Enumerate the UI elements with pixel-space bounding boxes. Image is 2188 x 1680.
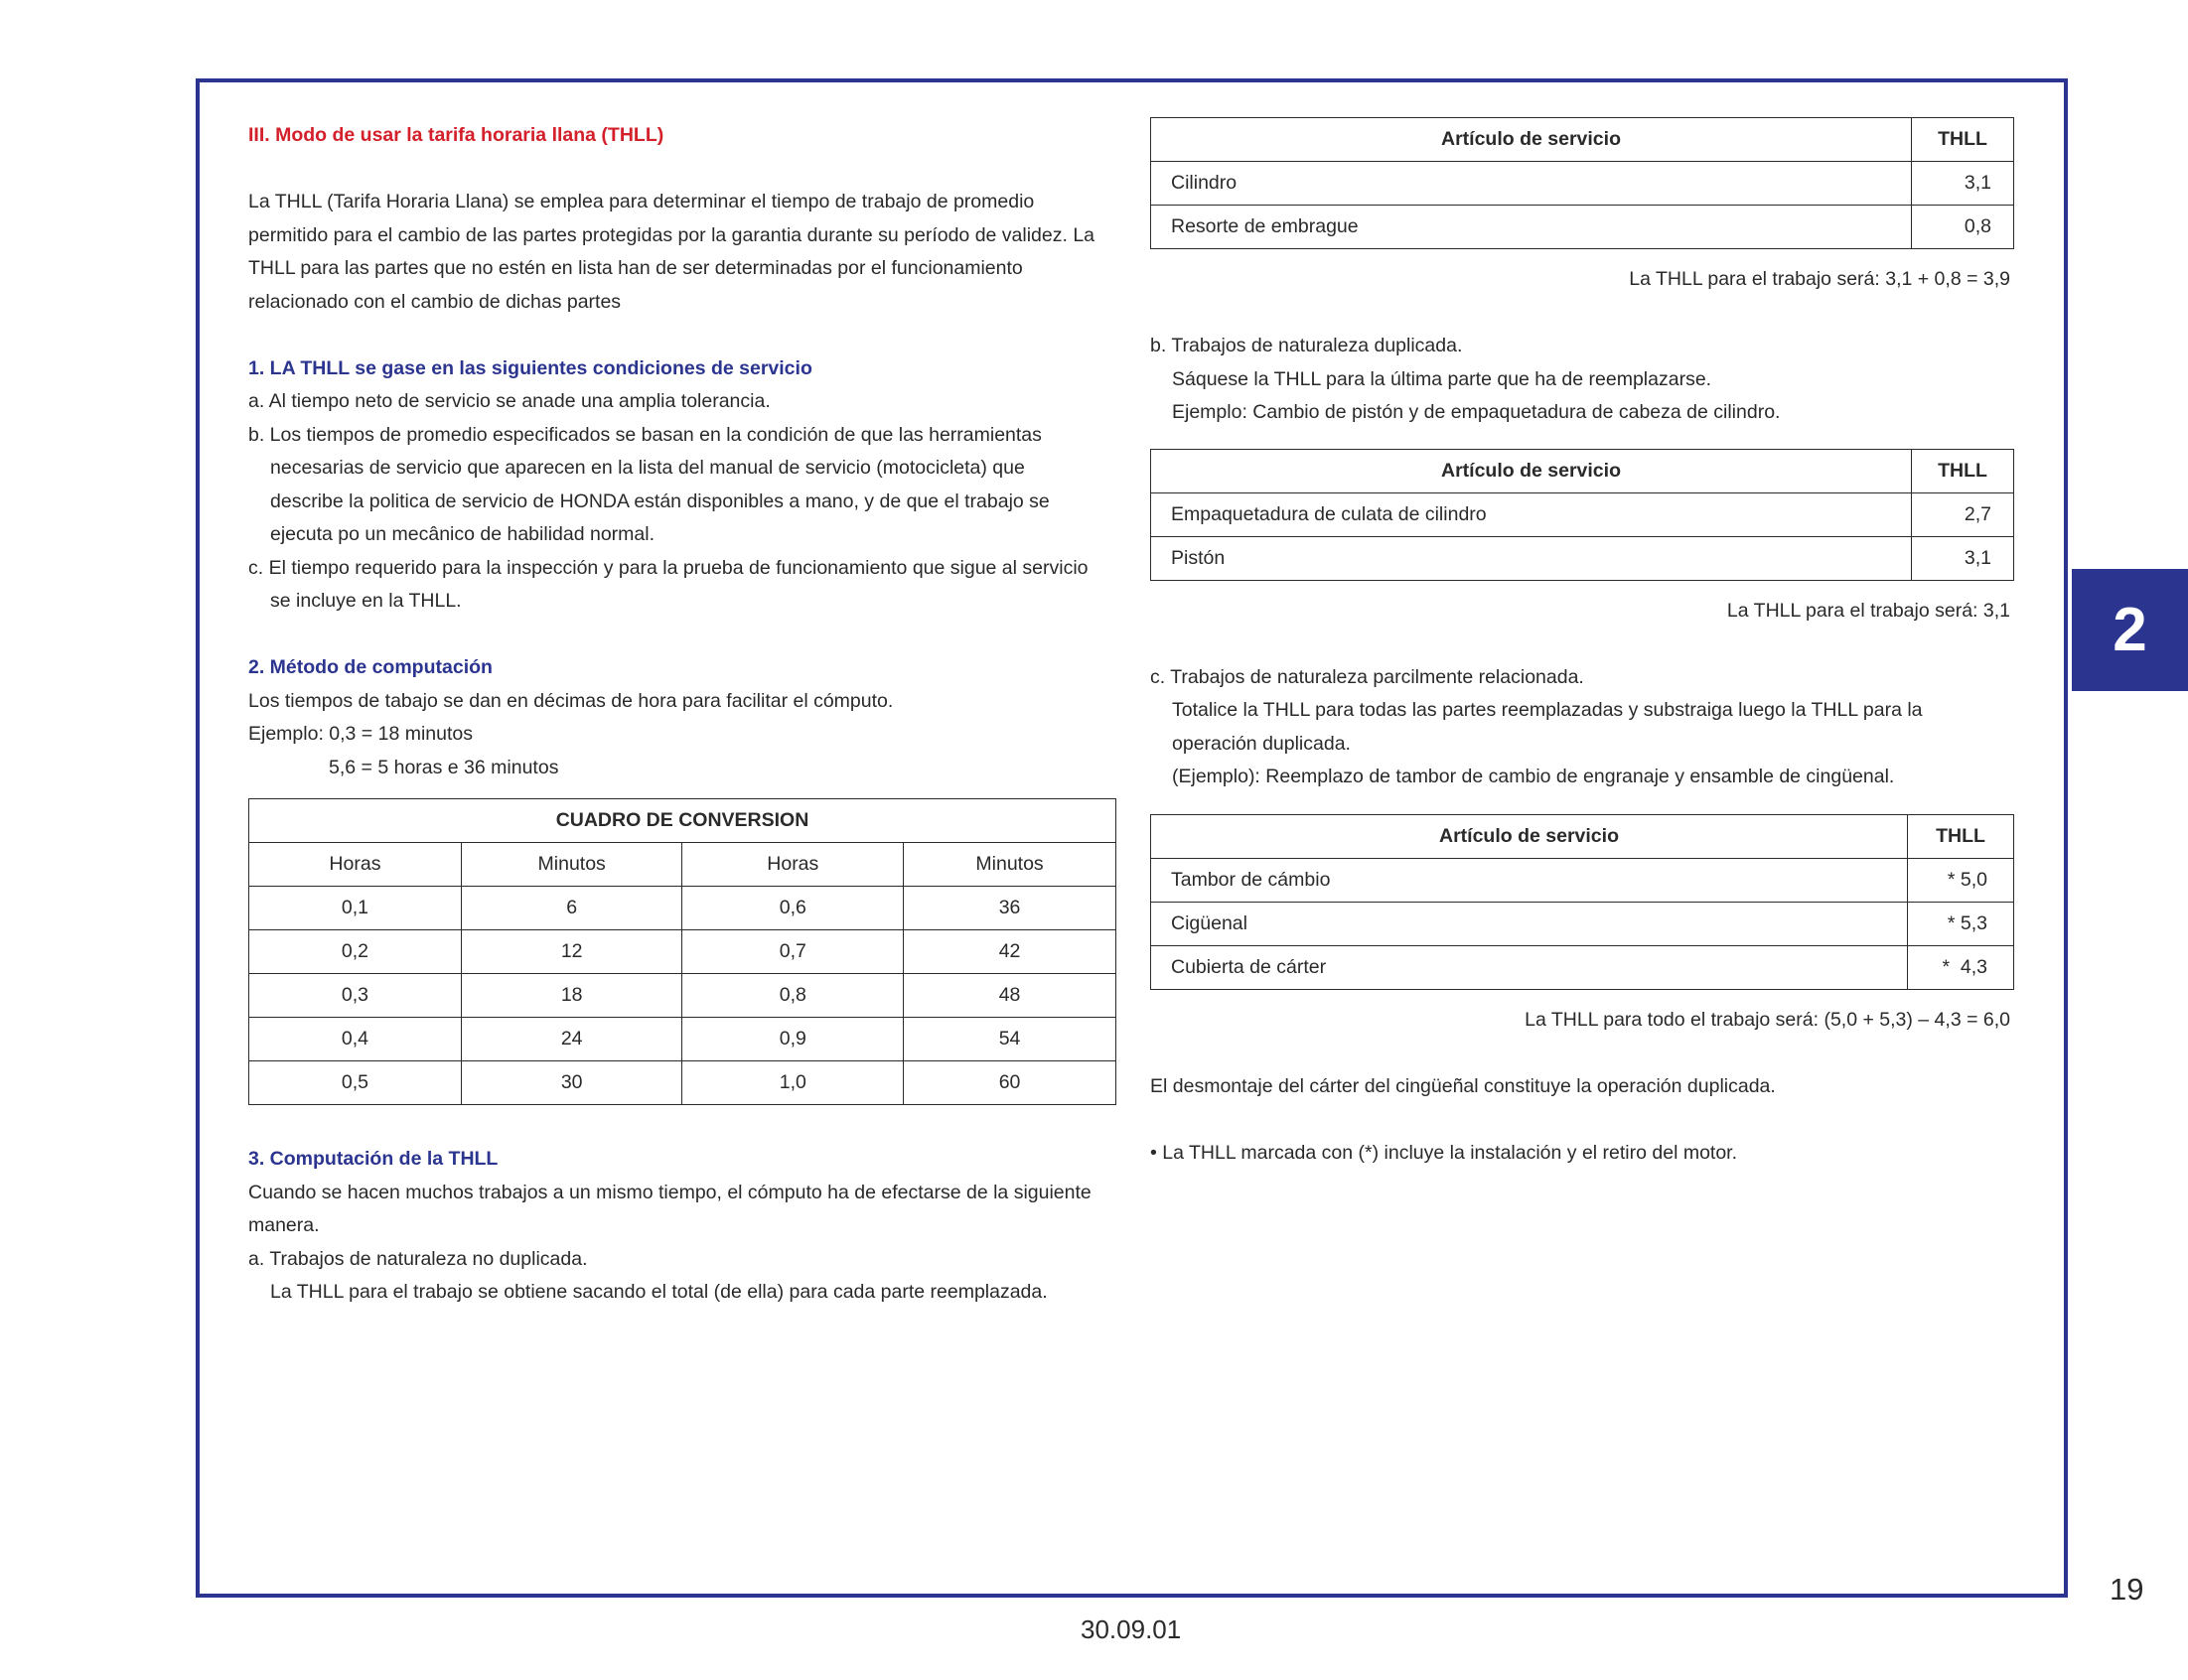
case-a-text: La THLL para el trabajo se obtiene sacando el total (de ella) para cada parte reemplazada. bbox=[270, 1281, 1048, 1303]
table-header-cell: Artículo de servicio bbox=[1151, 118, 1912, 162]
table-cell: 1,0 bbox=[682, 1061, 904, 1105]
case-b-line: Ejemplo: Cambio de pistón y de empaquetadura de cabeza de cilindro. bbox=[1172, 401, 1781, 423]
case-b-title: b. Trabajos de naturaleza duplicada. bbox=[1150, 335, 1463, 356]
table-cell: 18 bbox=[461, 974, 682, 1018]
subsection-1-title: 1. LA THLL se gase en las siguientes condiciones de servicio bbox=[248, 356, 812, 379]
intro-line: THLL para las partes que no estén en lista han de ser determinadas por el funcionamiento bbox=[248, 257, 1023, 279]
table-cell: 0,4 bbox=[249, 1018, 462, 1061]
example-line-2: 5,6 = 5 horas e 36 minutos bbox=[329, 756, 559, 778]
example-line-1: Ejemplo: 0,3 = 18 minutos bbox=[248, 723, 474, 745]
table-cell: 3,1 bbox=[1912, 536, 2014, 580]
case-c-title: c. Trabajos de naturaleza parcilmente relacionada. bbox=[1150, 665, 1584, 688]
total-line-1: La THLL para el trabajo será: 3,1 + 0,8 = 3,9 bbox=[1629, 268, 2010, 290]
subsection-2-title: 2. Método de computación bbox=[248, 656, 493, 678]
table-header-cell: Artículo de servicio bbox=[1151, 449, 1912, 492]
table-row bbox=[1151, 858, 2014, 902]
table-header-cell: THLL bbox=[1908, 814, 2014, 858]
condition-c-line: se incluye en la THLL. bbox=[270, 590, 462, 612]
table-row bbox=[1151, 945, 2014, 989]
computation-intro bbox=[248, 1177, 1118, 1243]
table-row bbox=[1151, 206, 2014, 249]
table-row bbox=[249, 974, 1116, 1018]
table-cell: 3,1 bbox=[1912, 162, 2014, 206]
table-header-cell: THLL bbox=[1912, 449, 2014, 492]
computation-intro-line: manera. bbox=[248, 1214, 320, 1236]
computation-text: Los tiempos de tabajo se dan en décimas de hora para facilitar el cómputo. bbox=[248, 689, 894, 712]
conversion-table bbox=[248, 798, 1116, 1105]
condition-b-line: describe la politica de servicio de HONDA están disponibles a mano, y de que el trabajo se bbox=[270, 490, 1050, 512]
table-cell: 42 bbox=[904, 930, 1116, 974]
table-cell: 48 bbox=[904, 974, 1116, 1018]
table-header-cell: Horas bbox=[682, 843, 904, 887]
table-row bbox=[249, 1061, 1116, 1105]
table-cell: 36 bbox=[904, 887, 1116, 930]
note-duplicated: El desmontaje del cárter del cingüeñal constituye la operación duplicada. bbox=[1150, 1074, 1776, 1097]
table-cell: 24 bbox=[461, 1018, 682, 1061]
table-cell: 0,2 bbox=[249, 930, 462, 974]
table-cell: * 4,3 bbox=[1908, 945, 2014, 989]
table-row bbox=[1151, 492, 2014, 536]
table-header-cell: Horas bbox=[249, 843, 462, 887]
service-table-3 bbox=[1150, 814, 2014, 990]
table-cell: 2,7 bbox=[1912, 492, 2014, 536]
table-cell: 30 bbox=[461, 1061, 682, 1105]
table-cell: 0,9 bbox=[682, 1018, 904, 1061]
conversion-table-title: CUADRO DE CONVERSION bbox=[249, 799, 1116, 843]
table-cell: 6 bbox=[461, 887, 682, 930]
condition-b-line: b. Los tiempos de promedio especificados se basan en la condición de que las herramientas bbox=[248, 423, 1042, 446]
table-header-cell: Minutos bbox=[461, 843, 682, 887]
table-cell: Resorte de embrague bbox=[1151, 206, 1912, 249]
table-cell: Cigüenal bbox=[1151, 902, 1908, 945]
table-header-cell: THLL bbox=[1912, 118, 2014, 162]
note-asterisk: • La THLL marcada con (*) incluye la instalación y el retiro del motor. bbox=[1150, 1141, 1738, 1164]
table-cell: Cubierta de cárter bbox=[1151, 945, 1908, 989]
intro-line: relacionado con el cambio de dichas partes bbox=[248, 290, 622, 313]
table-cell: 54 bbox=[904, 1018, 1116, 1061]
table-header-cell: Artículo de servicio bbox=[1151, 814, 1908, 858]
total-line-2: La THLL para el trabajo será: 3,1 bbox=[1726, 599, 2010, 622]
case-c-line: (Ejemplo): Reemplazo de tambor de cambio de engranaje y ensamble de cingüenal. bbox=[1172, 766, 1895, 787]
table-cell: 0,8 bbox=[1912, 206, 2014, 249]
table-cell: Tambor de cámbio bbox=[1151, 858, 1908, 902]
condition-b-line: ejecuta po un mecânico de habilidad normal. bbox=[270, 523, 656, 545]
service-table-1 bbox=[1150, 117, 2014, 249]
case-c-line: Totalice la THLL para todas las partes reemplazadas y substraiga luego la THLL para la bbox=[1172, 699, 1923, 721]
case-b-line: Sáquese la THLL para la última parte que ha de reemplazarse. bbox=[1172, 367, 1712, 390]
right-column bbox=[1150, 117, 2014, 1170]
table-row bbox=[249, 887, 1116, 930]
table-header-cell: Minutos bbox=[904, 843, 1116, 887]
table-cell: * 5,3 bbox=[1908, 902, 2014, 945]
intro-line: La THLL (Tarifa Horaria Llana) se emplea para determinar el tiempo de trabajo de promedio bbox=[248, 191, 1035, 212]
table-row bbox=[1151, 536, 2014, 580]
table-cell: 0,1 bbox=[249, 887, 462, 930]
table-cell: Empaquetadura de culata de cilindro bbox=[1151, 492, 1912, 536]
condition-c-line: c. El tiempo requerido para la inspección y para la prueba de funcionamiento que sigue al servicio bbox=[248, 556, 1089, 579]
table-cell: 0,6 bbox=[682, 887, 904, 930]
section-title: III. Modo de usar la tarifa horaria llana (THLL) bbox=[248, 124, 664, 146]
table-cell: 12 bbox=[461, 930, 682, 974]
condition-b bbox=[248, 419, 1118, 552]
table-cell: 0,3 bbox=[249, 974, 462, 1018]
case-c-line: operación duplicada. bbox=[1172, 732, 1351, 755]
condition-a: a. Al tiempo neto de servicio se anade una amplia tolerancia. bbox=[248, 390, 771, 412]
table-cell: Cilindro bbox=[1151, 162, 1912, 206]
table-cell: * 5,0 bbox=[1908, 858, 2014, 902]
table-cell: 0,5 bbox=[249, 1061, 462, 1105]
computation-intro-line: Cuando se hacen muchos trabajos a un mismo tiempo, el cómputo ha de efectarse de la siguiente bbox=[248, 1181, 1092, 1203]
chapter-tab-marker: 2 bbox=[2072, 569, 2188, 691]
footer-date: 30.09.01 bbox=[1081, 1614, 1182, 1644]
condition-b-line: necesarias de servicio que aparecen en la lista del manual de servicio (motocicleta) que bbox=[270, 457, 1025, 479]
table-row bbox=[1151, 902, 2014, 945]
subsection-3-title: 3. Computación de la THLL bbox=[248, 1148, 499, 1170]
page-number: 19 bbox=[2110, 1572, 2144, 1607]
intro-line: permitido para el cambio de las partes protegidas por la garantia durante su período de validez. La bbox=[248, 223, 1095, 246]
case-a-title: a. Trabajos de naturaleza no duplicada. bbox=[248, 1247, 588, 1270]
table-cell: 0,7 bbox=[682, 930, 904, 974]
total-line-3: La THLL para todo el trabajo será: (5,0 + 5,3) – 4,3 = 6,0 bbox=[1525, 1008, 2010, 1031]
table-row bbox=[1151, 162, 2014, 206]
table-row bbox=[249, 1018, 1116, 1061]
table-cell: 0,8 bbox=[682, 974, 904, 1018]
table-cell: 60 bbox=[904, 1061, 1116, 1105]
table-cell: Pistón bbox=[1151, 536, 1912, 580]
condition-c bbox=[248, 552, 1118, 619]
service-table-2 bbox=[1150, 449, 2014, 581]
left-column bbox=[248, 119, 1118, 1310]
intro-paragraph bbox=[248, 186, 1118, 319]
table-row bbox=[249, 930, 1116, 974]
